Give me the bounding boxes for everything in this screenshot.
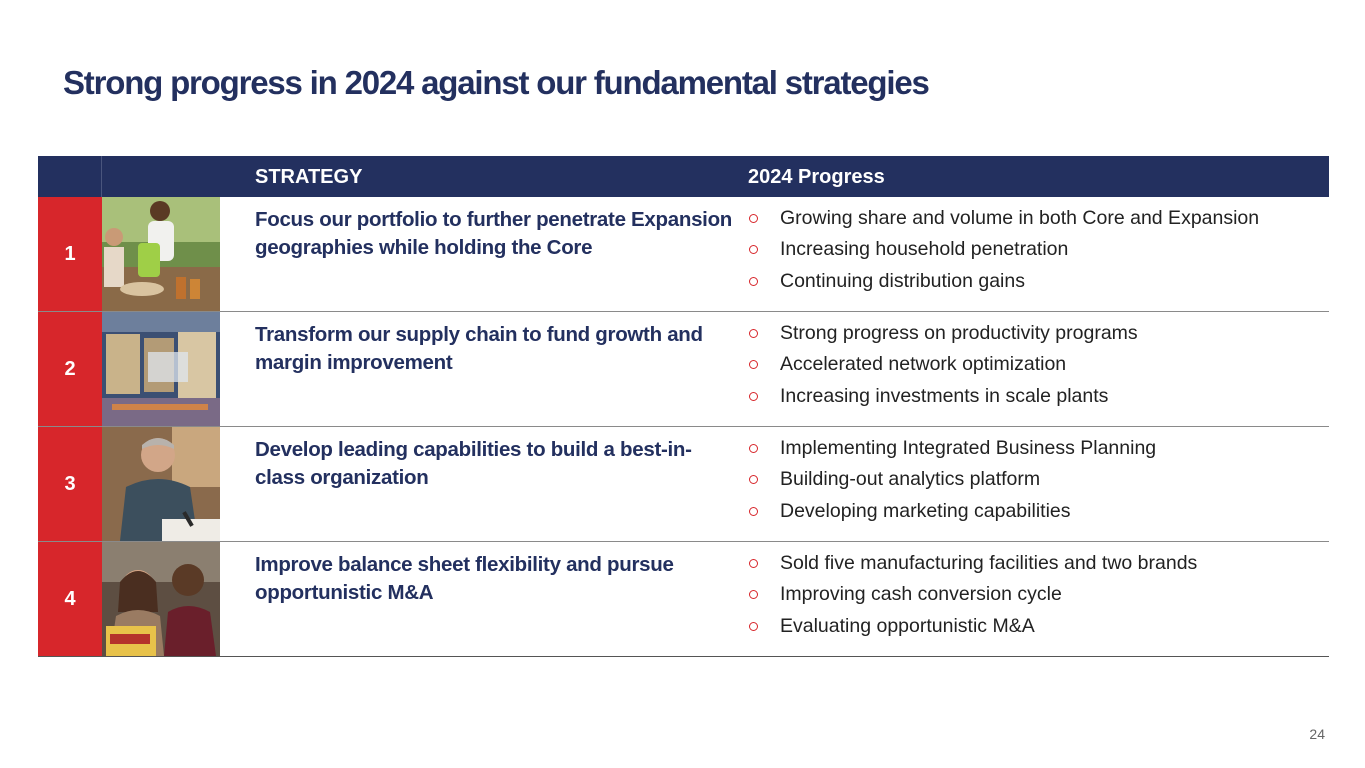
strategy-text: Focus our portfolio to further penetrate Expansion geographies while holding the Core — [255, 208, 733, 259]
bullet-circle-icon — [749, 475, 758, 484]
progress-item: Increasing household penetration — [748, 234, 1259, 265]
bullet-circle-icon — [749, 329, 758, 338]
bullet-circle-icon — [749, 444, 758, 453]
progress-list — [748, 203, 1259, 297]
bullet-circle-icon — [749, 507, 758, 516]
progress-item: Building-out analytics platform — [748, 464, 1156, 495]
progress-list — [748, 548, 1197, 642]
strategy-text: Improve balance sheet flexibility and pursue opportunistic M&A — [255, 553, 674, 604]
page-number: 24 — [1309, 726, 1325, 742]
strategy-text: Develop leading capabilities to build a best-in-class organization — [255, 438, 692, 489]
page-title: Strong progress in 2024 against our fundamental strategies — [63, 64, 929, 101]
bullet-circle-icon — [749, 360, 758, 369]
bullet-circle-icon — [749, 214, 758, 223]
bullet-circle-icon — [749, 622, 758, 631]
strategy-text: Transform our supply chain to fund growth and margin improvement — [255, 323, 703, 374]
family-picnic-photo — [102, 197, 220, 311]
strategy-table — [38, 156, 1329, 657]
column-header-strategy: STRATEGY — [255, 166, 363, 188]
bullet-circle-icon — [749, 277, 758, 286]
warehouse-photo — [102, 312, 220, 426]
table-row — [38, 312, 1329, 427]
progress-item: Strong progress on productivity programs — [748, 318, 1138, 349]
column-header-progress: 2024 Progress — [748, 166, 885, 188]
strategy-number: 1 — [38, 197, 102, 311]
progress-item: Growing share and volume in both Core and Expansion — [748, 203, 1259, 234]
table-header — [38, 156, 1329, 197]
bullet-circle-icon — [749, 559, 758, 568]
progress-item: Improving cash conversion cycle — [748, 579, 1197, 610]
strategy-number: 4 — [38, 542, 102, 656]
man-writing-photo — [102, 427, 220, 541]
table-row — [38, 542, 1329, 657]
progress-item: Implementing Integrated Business Planning — [748, 433, 1156, 464]
strategy-number: 2 — [38, 312, 102, 426]
table-row — [38, 427, 1329, 542]
progress-item: Accelerated network optimization — [748, 349, 1138, 380]
progress-list — [748, 433, 1156, 527]
header-number-cell — [38, 156, 102, 197]
bullet-circle-icon — [749, 590, 758, 599]
progress-item: Developing marketing capabilities — [748, 496, 1156, 527]
progress-item: Increasing investments in scale plants — [748, 381, 1138, 412]
bullet-circle-icon — [749, 245, 758, 254]
progress-item: Continuing distribution gains — [748, 266, 1259, 297]
bullet-circle-icon — [749, 392, 758, 401]
two-people-snacks-photo — [102, 542, 220, 656]
progress-item: Evaluating opportunistic M&A — [748, 611, 1197, 642]
progress-item: Sold five manufacturing facilities and two brands — [748, 548, 1197, 579]
strategy-number: 3 — [38, 427, 102, 541]
table-row — [38, 197, 1329, 312]
progress-list — [748, 318, 1138, 412]
